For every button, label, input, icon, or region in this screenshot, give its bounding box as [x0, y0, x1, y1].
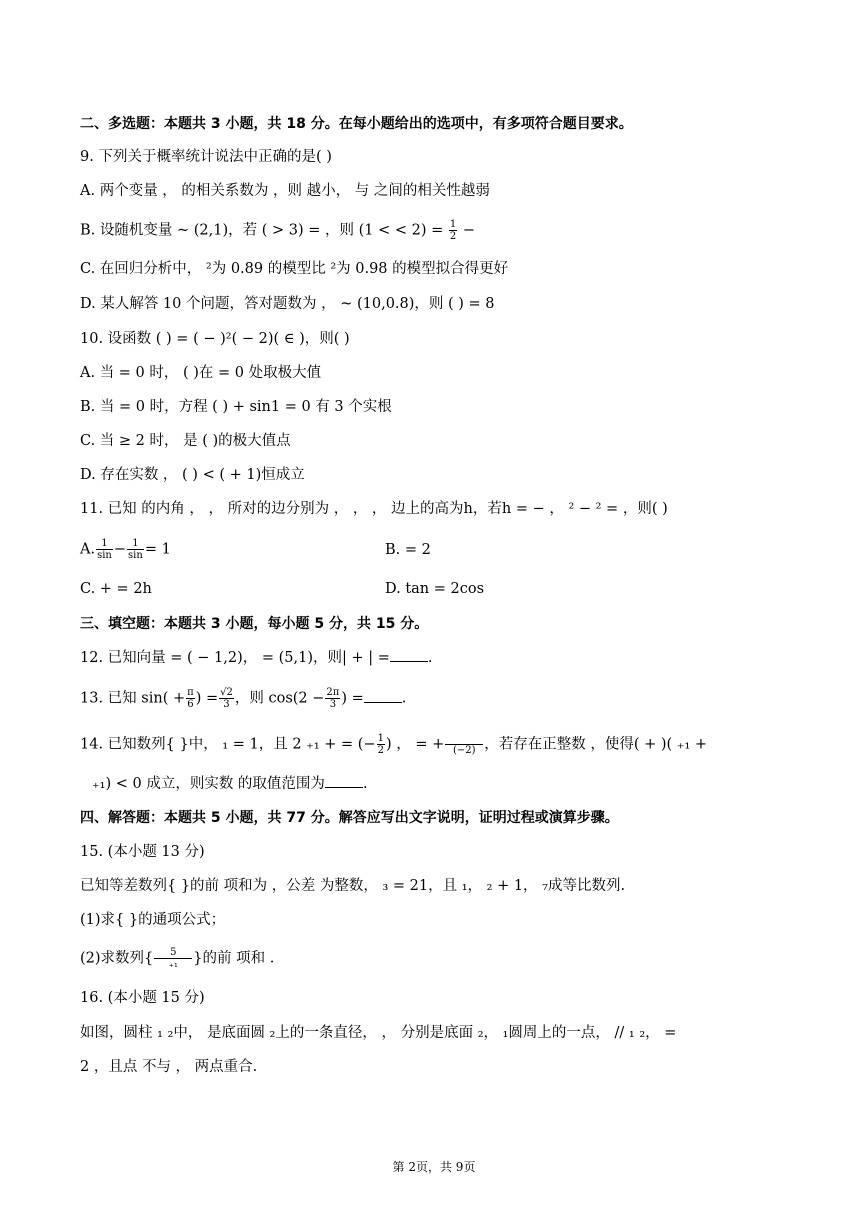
- section-header-answers: 四、解答题：本题共 5 小题，共 77 分。解答应写出文字说明，证明过程或演算步骤。: [80, 810, 619, 826]
- fraction: (−2): [445, 734, 483, 756]
- question-16-line-1: 如图，圆柱 ₁ ₂中， 是底面圆 ₂上的一条直径， ， 分别是底面 ₂， ₁圆周上的一点， // ₁ ₂， =: [80, 1025, 677, 1041]
- fraction: $\frac{5}{\text{₊₁}}$: [154, 947, 192, 970]
- question-11-option-d: D. tan = 2cos: [385, 581, 485, 597]
- fraction: $\frac{1}{2}$: [449, 219, 457, 242]
- question-11-stem: 11. 已知 的内角 ， ， 所对的边分别为 ， ， ， 边上的高为h，若h = − ， ² − ² = ，则( ): [80, 501, 668, 517]
- answer-blank: [390, 649, 428, 662]
- question-15-part-2: (2)求数列{ $\frac{5}{\text{₊₁}}$ }的前 项和 .: [80, 947, 275, 970]
- fraction: $\frac{√2}{3}$: [220, 687, 233, 710]
- question-13: 13. 已知 sin( + $\frac{\pi}{6}$ ) = $\frac{√2}{3}$ ，则 cos(2 − $\frac{2\pi}{3}$ ) = .: [80, 687, 407, 710]
- question-10-option-a: A. 当 = 0 时， ( )在 = 0 处取极大值: [80, 365, 322, 381]
- question-9-option-c: C. 在回归分析中， ²为 0.89 的模型比 ²为 0.98 的模型拟合得更好: [80, 261, 509, 277]
- question-11-option-c: C. + = 2h: [80, 581, 152, 597]
- fraction: $\frac{2\pi}{3}$: [326, 687, 340, 710]
- question-14-line-2: ₊₁) < 0 成立，则实数 的取值范围为 .: [92, 776, 368, 792]
- section-header-fill-in: 三、填空题：本题共 3 小题，每小题 5 分，共 15 分。: [80, 616, 429, 632]
- question-15-stem: 已知等差数列{ }的前 项和为 ，公差 为整数， ₃ = 21，且 ₁， ₂ + 1， ₇成等比数列.: [80, 878, 626, 894]
- option-b-text: B. 设随机变量 ~ (2,1)，若 ( > 3) = ，则 (1 < < 2) =: [80, 222, 448, 239]
- question-15-title: 15. (本小题 13 分): [80, 844, 205, 860]
- answer-blank: [364, 690, 402, 703]
- question-9-option-b: B. 设随机变量 ~ (2,1)，若 ( > 3) = ，则 (1 < < 2) = $\frac{1}{2}$ −: [80, 219, 476, 242]
- question-9-option-d: D. 某人解答 10 个问题，答对题数为 ， ~ (10,0.8)，则 ( ) = 8: [80, 296, 495, 312]
- fraction: $\frac{1}{2}$: [377, 733, 384, 756]
- question-10-stem: 10. 设函数 ( ) = ( − )²( − 2)( ∈ )，则( ): [80, 331, 350, 347]
- question-9-option-a: A. 两个变量 ， 的相关系数为 ，则 越小， 与 之间的相关性越弱: [80, 183, 490, 199]
- question-15-part-1: (1)求{ }的通项公式；: [80, 912, 226, 928]
- fraction: $\frac{1}{\sin}$: [97, 538, 112, 561]
- question-14-line-1: 14. 已知数列{ }中， ₁ = 1，且 2 ₊₁ + = (− $\frac{1}{2}$ ) ， = + (−2) ，若存在正整数 ，使得( + )( ₊₁ +: [80, 733, 708, 756]
- question-10-option-c: C. 当 ≥ 2 时， 是 ( )的极大值点: [80, 433, 291, 449]
- question-11-option-a: A. $\frac{1}{\sin}$ − $\frac{1}{\sin}$ = 1: [80, 538, 171, 561]
- question-10-option-d: D. 存在实数 ， ( ) < ( + 1)恒成立: [80, 467, 305, 483]
- fraction: $\frac{1}{\sin}$: [128, 538, 143, 561]
- question-11-option-b: B. = 2: [385, 542, 431, 558]
- question-9-stem: 9. 下列关于概率统计说法中正确的是( ): [80, 149, 332, 165]
- question-12: 12. 已知向量 = ( − 1,2)， = (5,1)，则| + | = .: [80, 650, 433, 666]
- question-16-line-2: 2 ，且点 不与 ， 两点重合.: [80, 1059, 258, 1075]
- question-10-option-b: B. 当 = 0 时，方程 ( ) + sin1 = 0 有 3 个实根: [80, 399, 392, 415]
- page-footer: 第 2页，共 9页: [392, 1160, 476, 1174]
- section-header-multiple-choice: 二、多选题：本题共 3 小题，共 18 分。在每小题给出的选项中，有多项符合题目要求。: [80, 116, 633, 132]
- question-16-title: 16. (本小题 15 分): [80, 990, 205, 1006]
- answer-blank: [325, 775, 363, 788]
- fraction: $\frac{\pi}{6}$: [187, 687, 194, 710]
